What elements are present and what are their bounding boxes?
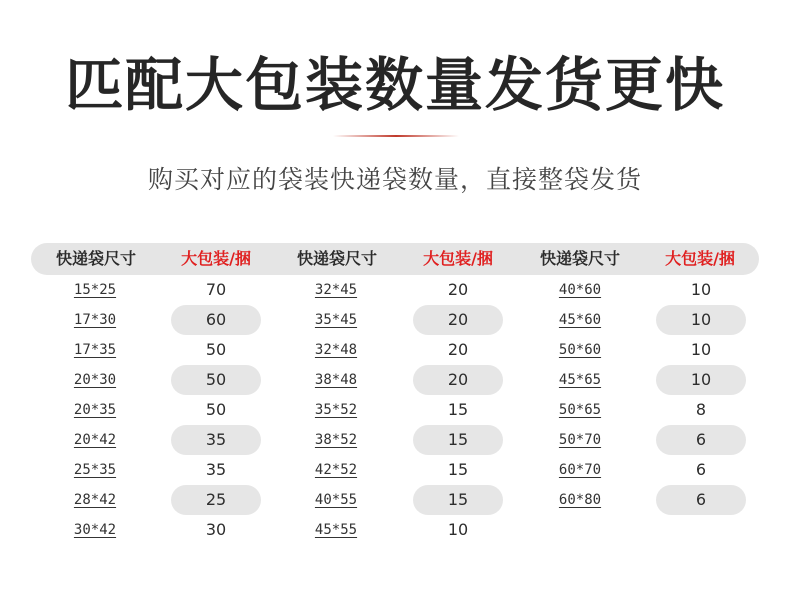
header-size-1: 快递袋尺寸 (55, 249, 136, 268)
bag-size-cell: 40*60 (558, 282, 602, 298)
bag-size-cell: 50*60 (558, 342, 602, 358)
header-qty-1: 大包装/捆 (181, 249, 251, 268)
bag-size-cell: 32*48 (314, 342, 358, 358)
bundle-quantity-cell: 70 (205, 280, 227, 299)
bag-size-cell: 28*42 (73, 492, 117, 508)
bag-size-cell: 45*65 (558, 372, 602, 388)
bag-size-cell: 45*60 (558, 312, 602, 328)
bag-size-cell: 20*42 (73, 432, 117, 448)
bag-size-cell: 60*70 (558, 462, 602, 478)
bundle-quantity-cell: 15 (447, 490, 469, 509)
bundle-quantity-cell: 6 (695, 490, 707, 509)
bundle-quantity-cell: 10 (690, 310, 712, 329)
bundle-quantity-cell: 60 (205, 310, 227, 329)
bag-size-cell: 38*48 (314, 372, 358, 388)
bag-size-cell: 35*52 (314, 402, 358, 418)
bundle-quantity-cell: 15 (447, 430, 469, 449)
bag-size-cell: 45*55 (314, 522, 358, 538)
bundle-quantity-cell: 20 (447, 310, 469, 329)
bag-size-cell: 35*45 (314, 312, 358, 328)
bag-size-cell: 15*25 (73, 282, 117, 298)
bundle-quantity-cell: 35 (205, 460, 227, 479)
bag-size-cell: 60*80 (558, 492, 602, 508)
bundle-quantity-cell: 15 (447, 460, 469, 479)
bundle-quantity-cell: 6 (695, 460, 707, 479)
bag-size-cell: 40*55 (314, 492, 358, 508)
bundle-quantity-cell: 20 (447, 340, 469, 359)
bundle-quantity-cell: 10 (690, 370, 712, 389)
bundle-quantity-cell: 10 (690, 280, 712, 299)
title-divider (333, 135, 459, 137)
bundle-quantity-cell: 30 (205, 520, 227, 539)
page-subtitle: 购买对应的袋装快递袋数量，直接整袋发货 (147, 165, 642, 194)
bundle-quantity-cell: 50 (205, 340, 227, 359)
bundle-quantity-cell: 20 (447, 280, 469, 299)
bag-size-cell: 20*35 (73, 402, 117, 418)
header-size-2: 快递袋尺寸 (296, 249, 377, 268)
bag-size-cell: 20*30 (73, 372, 117, 388)
page-title: 匹配大包装数量发货更快 (64, 51, 725, 119)
bag-size-cell: 50*70 (558, 432, 602, 448)
bag-size-cell: 50*65 (558, 402, 602, 418)
bundle-quantity-cell: 20 (447, 370, 469, 389)
bag-size-cell: 32*45 (314, 282, 358, 298)
bundle-quantity-cell: 50 (205, 400, 227, 419)
bundle-quantity-cell: 25 (205, 490, 227, 509)
bundle-quantity-cell: 6 (695, 430, 707, 449)
bag-size-cell: 38*52 (314, 432, 358, 448)
bundle-quantity-cell: 10 (447, 520, 469, 539)
bundle-quantity-cell: 50 (205, 370, 227, 389)
bag-size-cell: 25*35 (73, 462, 117, 478)
bag-size-cell: 30*42 (73, 522, 117, 538)
header-qty-3: 大包装/捆 (665, 249, 735, 268)
bag-size-cell: 42*52 (314, 462, 358, 478)
bundle-quantity-cell: 10 (690, 340, 712, 359)
bag-size-cell: 17*30 (73, 312, 117, 328)
bundle-quantity-cell: 15 (447, 400, 469, 419)
bundle-quantity-cell: 8 (695, 400, 707, 419)
header-qty-2: 大包装/捆 (423, 249, 493, 268)
header-size-3: 快递袋尺寸 (539, 249, 620, 268)
bag-size-cell: 17*35 (73, 342, 117, 358)
bundle-quantity-cell: 35 (205, 430, 227, 449)
